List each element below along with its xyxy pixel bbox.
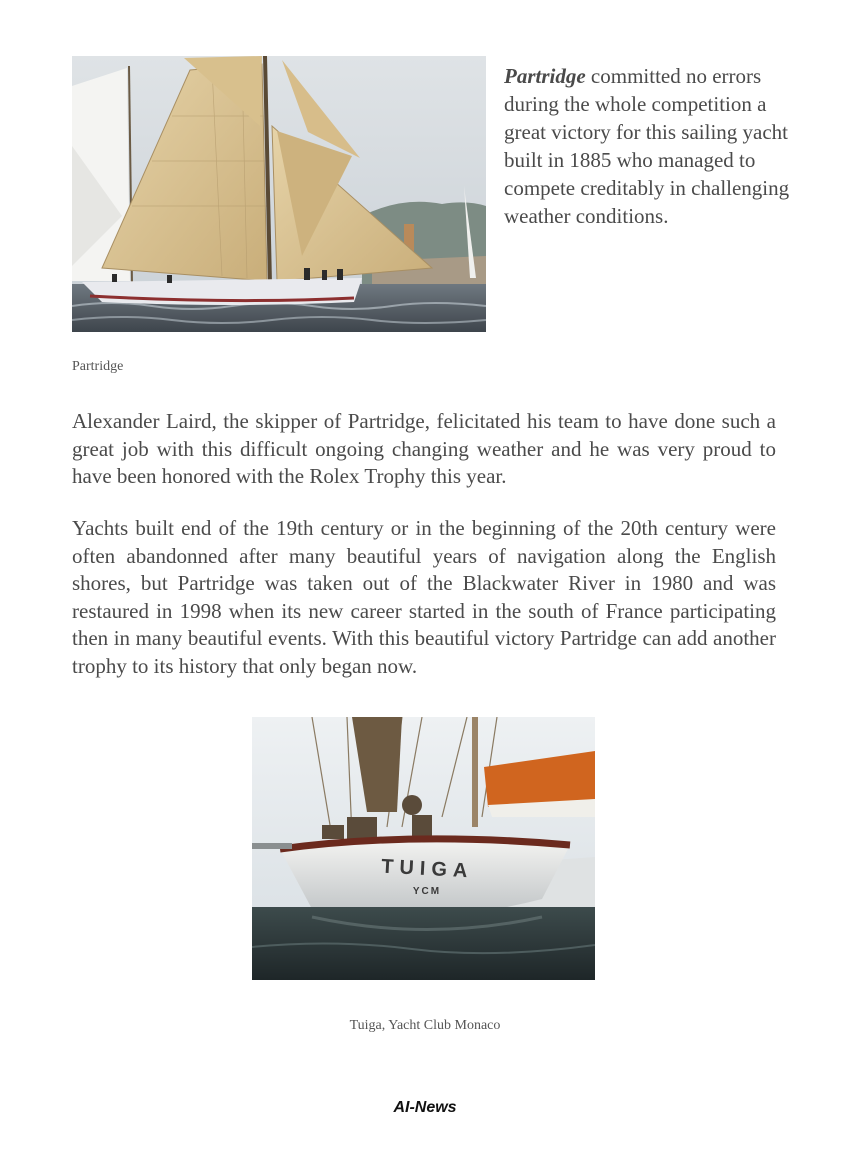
intro-paragraph (504, 62, 794, 230)
tuiga-photo (252, 717, 595, 980)
intro-yacht-name: Partridge (504, 64, 586, 88)
footer-brand: AI-News (393, 1099, 457, 1116)
hull-club-label: YCM (412, 886, 442, 897)
partridge-caption: Partridge (72, 359, 124, 374)
intro-text: committed no errors during the whole competition a great victory for this sailing yacht built in 1885 who managed to compete creditably in challenging weather conditions. (504, 64, 790, 228)
hull-name-label: TUIGA (380, 855, 474, 883)
body-paragraph-1: Alexander Laird, the skipper of Partridge, felicitated his team to have done such a great job with this difficult ongoing changing weather and he was very proud to have been honored with the Rolex Trophy this year. (72, 409, 776, 488)
tuiga-caption: Tuiga, Yacht Club Monaco (349, 1018, 501, 1033)
partridge-photo (72, 56, 486, 332)
body-paragraph-2: Yachts built end of the 19th century or in the beginning of the 20th century were often abandonned after many beautiful years of navigation along the English shores, but Partridge was taken out of the Blackwater River in 1980 and was restaured in 1998 when its new career started in the south of France participating then in many beautiful events. With this beautiful victory Partridge can add another trophy to its history that only began now. (72, 516, 776, 678)
